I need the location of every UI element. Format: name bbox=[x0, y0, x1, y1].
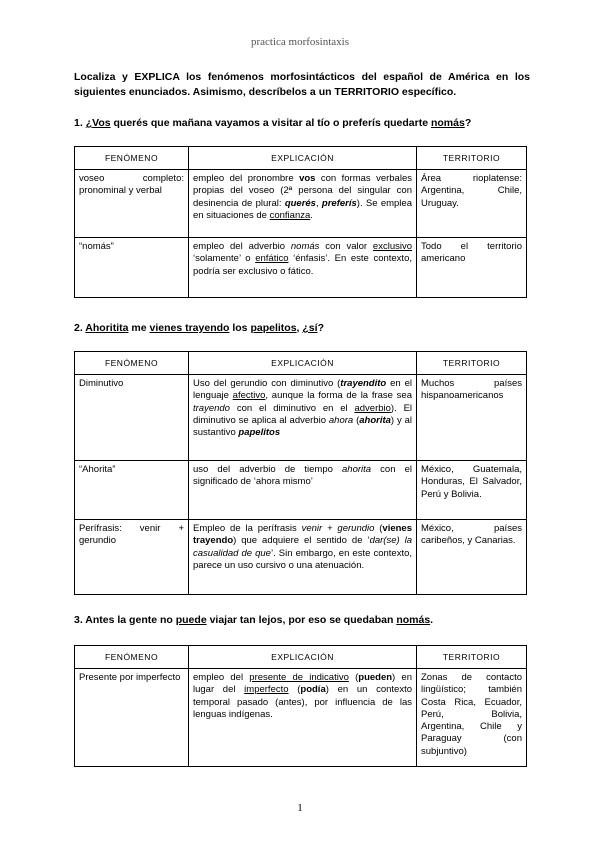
phenomenon-cell: “Ahorita” bbox=[75, 461, 189, 520]
table-header-row bbox=[75, 147, 527, 170]
col-territorio: TERRITORIO bbox=[417, 352, 527, 375]
table-1 bbox=[74, 146, 527, 298]
question-1: 1. ¿Vos querés que mañana vayamos a visitar al tío o preferís quedarte nomás? bbox=[74, 117, 472, 129]
explanation-cell: uso del adverbio de tiempo ahorita con el significado de ‘ahora mismo’ bbox=[189, 461, 417, 520]
table-2 bbox=[74, 351, 527, 595]
territory-cell: México, Guatemala, Honduras, El Salvador, Perú y Bolivia. bbox=[417, 461, 527, 520]
instructions: Localiza y EXPLICA los fenómenos morfosintácticos del español de América en los siguientes enunciados. Asimismo, descríbelos a un TERRITORIO específico. bbox=[74, 71, 530, 98]
explanation-cell: empleo del pronombre vos con formas verbales propias del voseo (2ª persona del singular con desinencia de plural: querés, preferís). Se emplea en situaciones de confianza. bbox=[189, 170, 417, 238]
page-header: practica morfosintaxis bbox=[250, 36, 350, 48]
col-fenomeno: FENÓMENO bbox=[75, 646, 189, 669]
phenomenon-cell: Diminutivo bbox=[75, 375, 189, 461]
explanation-cell: Empleo de la perífrasis venir + gerundio (vienes trayendo) que adquiere el sentido de ‘dar(se) la casualidad de que’. Sin embargo, en este contexto, parece un uso cursivo o una atenuación. bbox=[189, 520, 417, 595]
explanation-cell: empleo del presente de indicativo (pueden) en lugar del imperfecto (podía) en un contexto temporal pasado (antes), por influencia de las lenguas indígenas. bbox=[189, 669, 417, 767]
territory-cell: Área rioplatense: Argentina, Chile, Uruguay. bbox=[417, 170, 527, 238]
col-explicacion: EXPLICACIÓN bbox=[189, 646, 417, 669]
phenomenon-cell: Perífrasis: venir + gerundio bbox=[75, 520, 189, 595]
table-row bbox=[75, 520, 527, 595]
territory-cell: Zonas de contacto lingüístico; también Costa Rica, Ecuador, Perú, Bolivia, Argentina, Chile y Paraguay (con subjuntivo) bbox=[417, 669, 527, 767]
territory-cell: Muchos países hispanoamericanos bbox=[417, 375, 527, 461]
phenomenon-cell: voseo completo: pronominal y verbal bbox=[75, 170, 189, 238]
table-header-row bbox=[75, 352, 527, 375]
table-row bbox=[75, 375, 527, 461]
explanation-cell: Uso del gerundio con diminutivo (trayendito en el lenguaje afectivo, aunque la forma de la frase sea trayendo con el diminutivo en el adverbio). El diminutivo se aplica al adverbio ahora (ahorita) y al sustantivo papelitos bbox=[189, 375, 417, 461]
table-row bbox=[75, 238, 527, 298]
table-row bbox=[75, 461, 527, 520]
phenomenon-cell: Presente por imperfecto bbox=[75, 669, 189, 767]
col-explicacion: EXPLICACIÓN bbox=[189, 147, 417, 170]
question-2: 2. Ahoritita me vienes trayendo los papelitos, ¿sí? bbox=[74, 322, 324, 334]
table-3 bbox=[74, 645, 527, 767]
table-row bbox=[75, 170, 527, 238]
territory-cell: Todo el territorio americano bbox=[417, 238, 527, 298]
page-number: 1 bbox=[297, 802, 303, 814]
col-explicacion: EXPLICACIÓN bbox=[189, 352, 417, 375]
col-fenomeno: FENÓMENO bbox=[75, 352, 189, 375]
col-territorio: TERRITORIO bbox=[417, 646, 527, 669]
phenomenon-cell: “nomás” bbox=[75, 238, 189, 298]
territory-cell: México, países caribeños, y Canarias. bbox=[417, 520, 527, 595]
col-fenomeno: FENÓMENO bbox=[75, 147, 189, 170]
question-3: 3. Antes la gente no puede viajar tan lejos, por eso se quedaban nomás. bbox=[74, 614, 434, 626]
explanation-cell: empleo del adverbio nomás con valor exclusivo ‘solamente’ o enfático ‘énfasis’. En este contexto, podría ser exclusivo o fático. bbox=[189, 238, 417, 298]
table-row bbox=[75, 669, 527, 767]
col-territorio: TERRITORIO bbox=[417, 147, 527, 170]
table-header-row bbox=[75, 646, 527, 669]
